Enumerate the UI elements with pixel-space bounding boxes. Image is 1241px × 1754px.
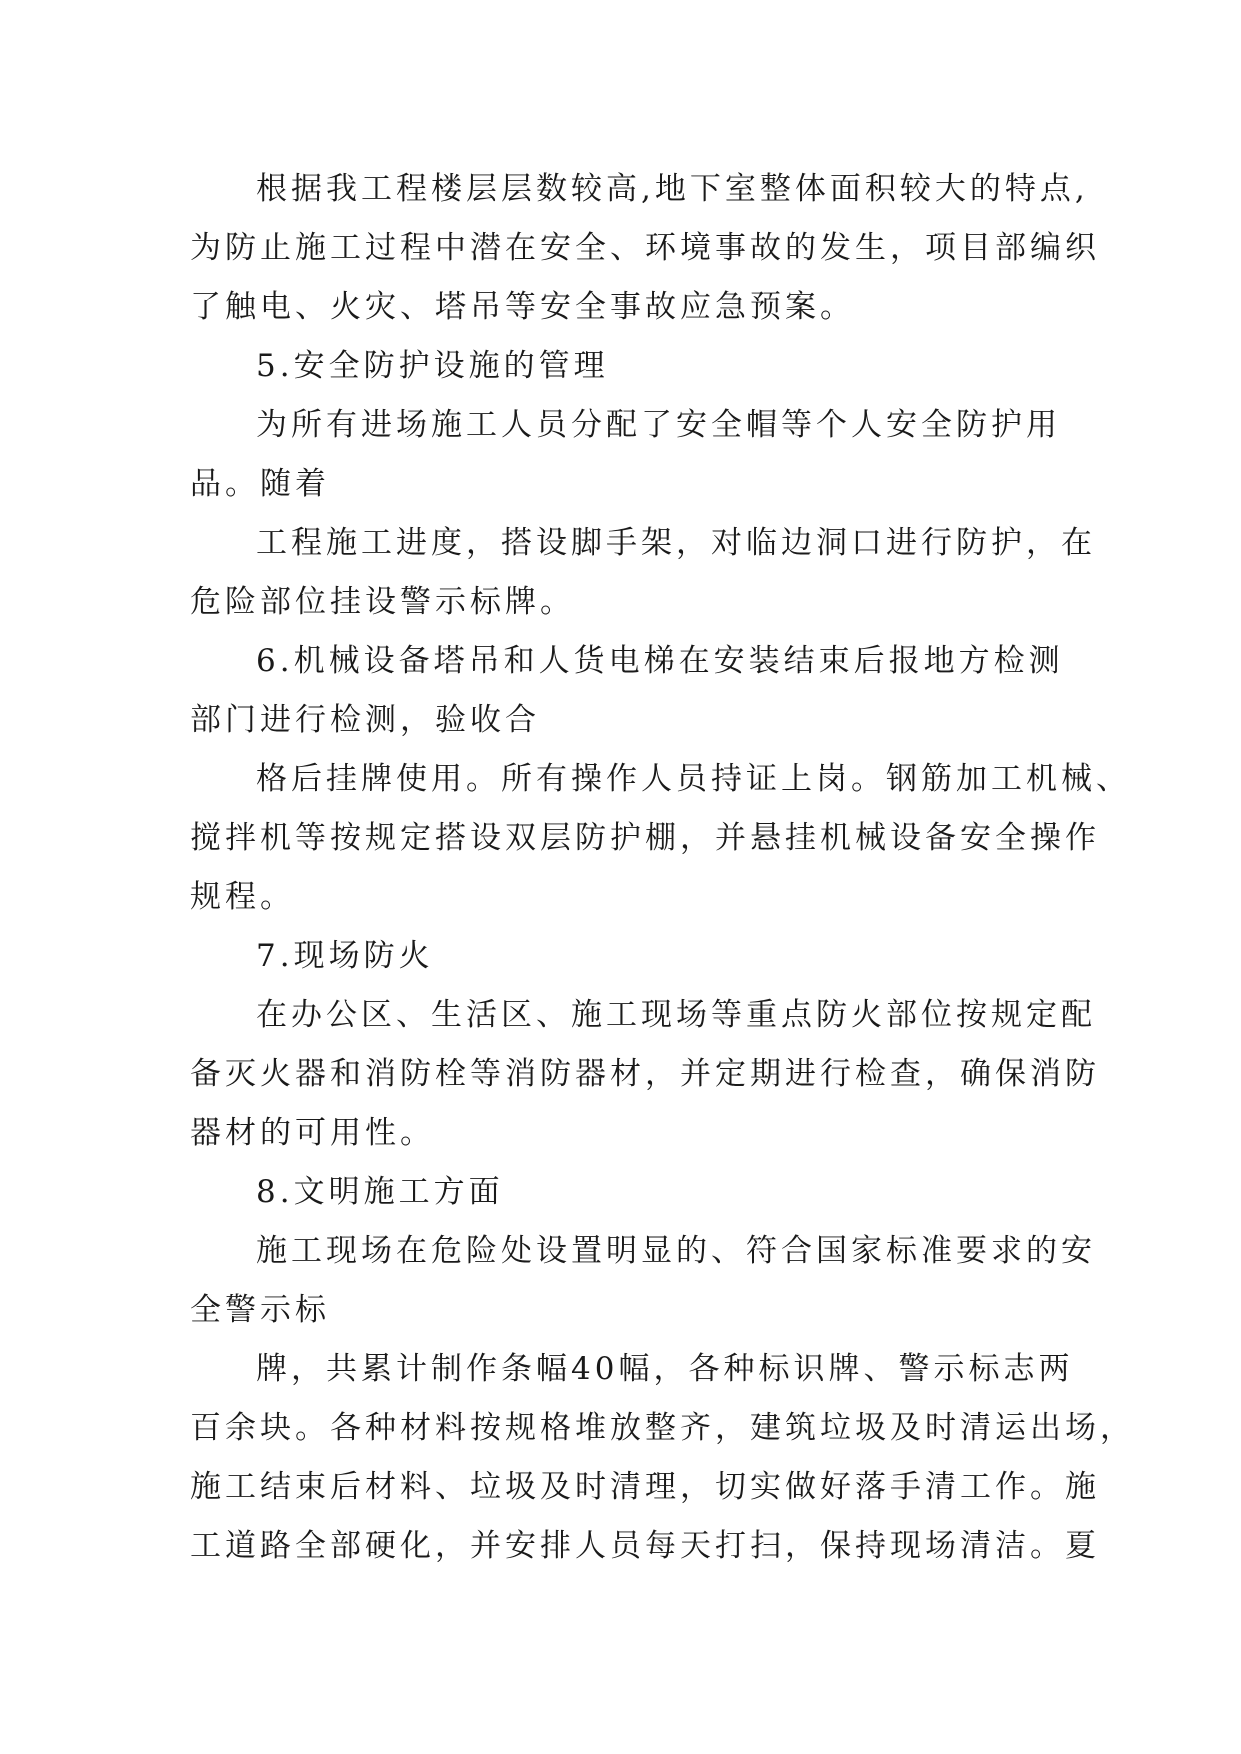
section-heading: 5.安全防护设施的管理	[256, 348, 609, 384]
text-line: 牌，共累计制作条幅40幅，各种标识牌、警示标志两	[256, 1351, 1074, 1387]
section-heading: 7.现场防火	[256, 938, 434, 974]
text-line: 品。随着	[190, 466, 330, 502]
text-line: 全警示标	[190, 1292, 330, 1328]
text-line: 工道路全部硬化，并安排人员每天打扫，保持现场清洁。夏	[190, 1528, 1100, 1564]
text-line: 百余块。各种材料按规格堆放整齐，建筑垃圾及时清运出场，	[190, 1410, 1135, 1446]
text-line: 备灭火器和消防栓等消防器材，并定期进行检查，确保消防	[190, 1056, 1100, 1092]
text-line: 6.机械设备塔吊和人货电梯在安装结束后报地方检测	[256, 643, 1064, 679]
text-line: 施工结束后材料、垃圾及时清理，切实做好落手清工作。施	[190, 1469, 1100, 1505]
body-text	[190, 160, 1135, 1576]
text-line: 格后挂牌使用。所有操作人员持证上岗。钢筋加工机械、	[256, 761, 1131, 797]
text-line: 了触电、火灾、塔吊等安全事故应急预案。	[190, 289, 855, 325]
text-line: 根据我工程楼层层数较高,地下室整体面积较大的特点,	[256, 171, 1089, 207]
text-line: 在办公区、生活区、施工现场等重点防火部位按规定配	[256, 997, 1096, 1033]
text-line: 工程施工进度，搭设脚手架，对临边洞口进行防护，在	[256, 525, 1096, 561]
text-line: 施工现场在危险处设置明显的、符合国家标准要求的安	[256, 1233, 1096, 1269]
text-line: 为所有进场施工人员分配了安全帽等个人安全防护用	[256, 407, 1061, 443]
text-line: 搅拌机等按规定搭设双层防护棚，并悬挂机械设备安全操作	[190, 820, 1100, 856]
text-line: 器材的可用性。	[190, 1115, 435, 1151]
text-line: 规程。	[190, 879, 295, 915]
text-line: 部门进行检测，验收合	[190, 702, 540, 738]
section-heading: 8.文明施工方面	[256, 1174, 504, 1210]
text-line: 危险部位挂设警示标牌。	[190, 584, 575, 620]
text-line: 为防止施工过程中潜在安全、环境事故的发生，项目部编织	[190, 230, 1100, 266]
